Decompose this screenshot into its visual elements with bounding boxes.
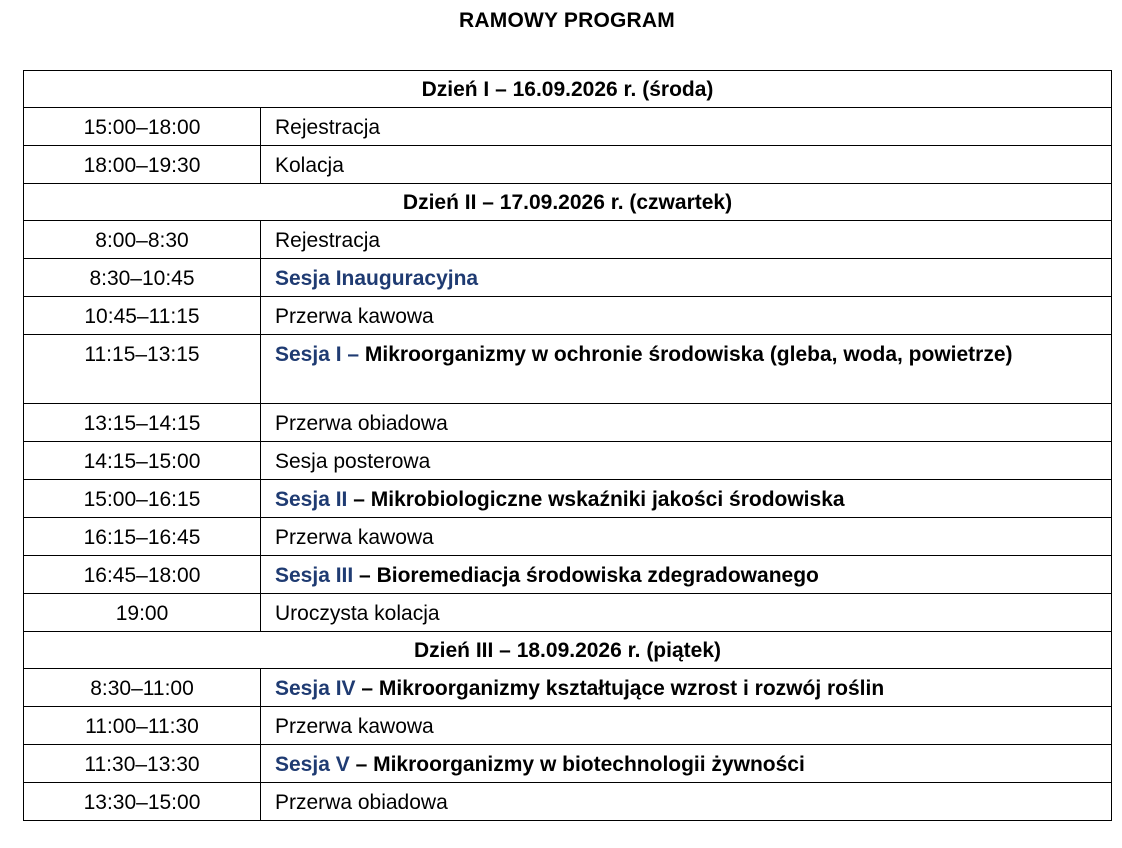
schedule-row — [24, 146, 1112, 184]
session-label: Sesja V — [275, 753, 350, 776]
time-cell: 8:30–11:00 — [24, 669, 261, 707]
session-label: Sesja IV — [275, 677, 356, 700]
event-cell — [261, 745, 1112, 783]
event-label: Przerwa kawowa — [275, 305, 434, 328]
session-topic: – Mikroorganizmy w biotechnologii żywności — [349, 753, 805, 776]
time-cell: 18:00–19:30 — [24, 146, 261, 184]
day-header-row — [24, 71, 1112, 108]
time-cell: 15:00–16:15 — [24, 480, 261, 518]
time-cell: 10:45–11:15 — [24, 297, 261, 335]
session-label: Sesja II — [275, 488, 348, 511]
event-cell — [261, 259, 1112, 297]
event-cell — [261, 146, 1112, 184]
event-cell — [261, 518, 1112, 556]
session-label: Sesja Inauguracyjna — [275, 267, 479, 290]
event-label: Przerwa obiadowa — [275, 791, 448, 814]
schedule-row — [24, 335, 1112, 404]
schedule-row — [24, 480, 1112, 518]
event-cell — [261, 297, 1112, 335]
event-label: Przerwa kawowa — [275, 526, 434, 549]
session-topic: – Bioremediacja środowiska zdegradowanego — [353, 564, 819, 587]
session-topic: – Mikrobiologiczne wskaźniki jakości środowiska — [347, 488, 845, 511]
event-cell — [261, 556, 1112, 594]
event-label: Uroczysta kolacja — [275, 602, 440, 625]
session-topic: Mikroorganizmy w ochronie środowiska (gleba, woda, powietrze) — [359, 343, 1013, 366]
time-cell: 14:15–15:00 — [24, 442, 261, 480]
time-cell: 16:15–16:45 — [24, 518, 261, 556]
session-topic: – Mikroorganizmy kształtujące wzrost i rozwój roślin — [355, 677, 885, 700]
event-label: Sesja posterowa — [275, 450, 431, 473]
event-label: Przerwa obiadowa — [275, 412, 448, 435]
schedule-row — [24, 442, 1112, 480]
event-cell — [261, 707, 1112, 745]
program-table — [23, 70, 1112, 821]
schedule-row — [24, 669, 1112, 707]
page-title: RAMOWY PROGRAM — [459, 9, 675, 32]
schedule-row — [24, 404, 1112, 442]
session-label: Sesja III — [275, 564, 354, 587]
event-cell — [261, 783, 1112, 821]
time-cell: 13:30–15:00 — [24, 783, 261, 821]
schedule-row — [24, 594, 1112, 632]
event-cell — [261, 221, 1112, 259]
time-cell: 11:15–13:15 — [24, 335, 261, 404]
event-label: Rejestracja — [275, 229, 381, 252]
event-cell — [261, 669, 1112, 707]
day-header: Dzień I – 16.09.2026 r. (środa) — [24, 71, 1112, 108]
schedule-row — [24, 518, 1112, 556]
day-header-row — [24, 632, 1112, 669]
session-label: Sesja I – — [275, 343, 360, 366]
event-label: Przerwa kawowa — [275, 715, 434, 738]
day-header: Dzień II – 17.09.2026 r. (czwartek) — [24, 184, 1112, 221]
schedule-row — [24, 745, 1112, 783]
time-cell: 8:30–10:45 — [24, 259, 261, 297]
schedule-row — [24, 556, 1112, 594]
day-header: Dzień III – 18.09.2026 r. (piątek) — [24, 632, 1112, 669]
schedule-row — [24, 783, 1112, 821]
schedule-row — [24, 297, 1112, 335]
time-cell: 11:00–11:30 — [24, 707, 261, 745]
schedule-row — [24, 259, 1112, 297]
event-cell — [261, 442, 1112, 480]
schedule-row — [24, 221, 1112, 259]
schedule-row — [24, 707, 1112, 745]
event-cell — [261, 594, 1112, 632]
schedule-row — [24, 108, 1112, 146]
event-label: Rejestracja — [275, 116, 381, 139]
time-cell: 16:45–18:00 — [24, 556, 261, 594]
event-label: Kolacja — [275, 154, 344, 177]
event-cell — [261, 404, 1112, 442]
time-cell: 8:00–8:30 — [24, 221, 261, 259]
event-cell — [261, 480, 1112, 518]
day-header-row — [24, 184, 1112, 221]
time-cell: 15:00–18:00 — [24, 108, 261, 146]
time-cell: 11:30–13:30 — [24, 745, 261, 783]
time-cell: 13:15–14:15 — [24, 404, 261, 442]
event-cell — [261, 108, 1112, 146]
event-cell — [261, 335, 1112, 404]
time-cell: 19:00 — [24, 594, 261, 632]
